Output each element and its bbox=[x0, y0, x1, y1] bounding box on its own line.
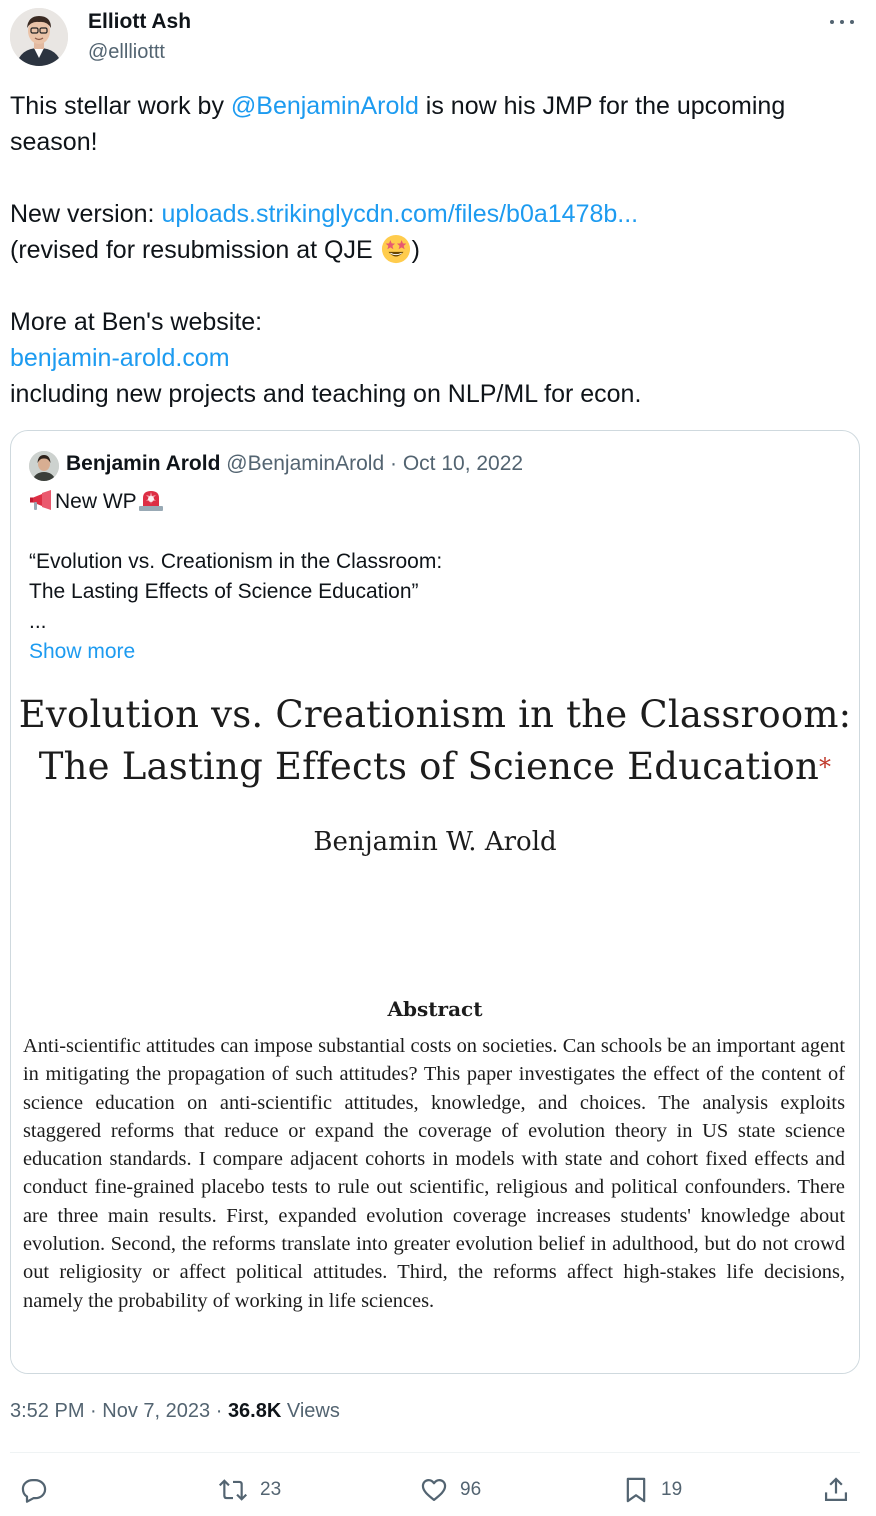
quoted-author-avatar[interactable] bbox=[29, 451, 59, 481]
ellipsis-text: ... bbox=[29, 610, 47, 633]
retweet-count: 23 bbox=[260, 1479, 282, 1500]
paper-image[interactable] bbox=[11, 677, 859, 1374]
quoted-title-line: “Evolution vs. Creationism in the Classroom: bbox=[29, 550, 443, 573]
action-bar bbox=[0, 1468, 876, 1512]
revised-text-end: ) bbox=[411, 236, 420, 264]
star-struck-emoji-icon bbox=[381, 234, 411, 264]
heart-icon bbox=[420, 1476, 448, 1504]
website-link[interactable]: benjamin-arold.com bbox=[10, 344, 230, 372]
retweet-button[interactable] bbox=[218, 1472, 281, 1508]
like-count: 96 bbox=[460, 1479, 482, 1500]
reply-button[interactable] bbox=[20, 1472, 48, 1508]
paper-title bbox=[11, 689, 859, 793]
reply-icon bbox=[20, 1476, 48, 1504]
quoted-tweet-text bbox=[29, 487, 839, 667]
abstract-text: Anti-scientific attitudes can impose substantial costs on societies. Can schools be an important agent in mitigating the propagation of such attitudes? This paper investigates the effect of the content of science education on anti-scientific attitudes, knowledge, and choices. The analysis exploits staggered reforms that reduce or expand the coverage of evolution theory in US state science education standards. I compare adjacent cohorts in models with state and cohort fixed effects and conduct fine-grained placebo tests to rule out scientific, religious and political confounders. There are three main results. First, expanded evolution coverage increases students' knowledge about evolution. Second, the reforms translate into greater evolution belief in adulthood, but do not crowd out religiosity or affect political attitudes. Third, the reforms affect high-stakes life decisions, namely the probability of working in life sciences. bbox=[23, 1035, 845, 1312]
paper-title-line: The Lasting Effects of Science Education bbox=[38, 745, 820, 788]
show-more-link[interactable]: Show more bbox=[29, 640, 136, 663]
more-options-icon[interactable] bbox=[826, 8, 858, 36]
tweet-timestamp bbox=[10, 1400, 340, 1423]
retweet-icon bbox=[218, 1476, 248, 1504]
quoted-title-line: The Lasting Effects of Science Education” bbox=[29, 580, 419, 603]
quoted-tweet-date[interactable]: Oct 10, 2022 bbox=[402, 452, 524, 475]
footnote-mark: * bbox=[819, 753, 832, 781]
separator-dot: · bbox=[215, 1400, 223, 1422]
paper-author: Benjamin W. Arold bbox=[313, 827, 557, 857]
views-count: 36.8K bbox=[227, 1400, 282, 1422]
tweet-time[interactable]: 3:52 PM bbox=[10, 1400, 85, 1422]
author-name[interactable]: Elliott Ash bbox=[88, 10, 192, 33]
author-avatar[interactable] bbox=[10, 8, 68, 66]
closing-text: including new projects and teaching on NLP/ML for econ. bbox=[10, 380, 642, 408]
quoted-tweet[interactable] bbox=[10, 430, 860, 1374]
tweet-text bbox=[10, 88, 860, 412]
abstract-heading: Abstract bbox=[387, 997, 483, 1021]
separator-dot: · bbox=[389, 452, 397, 475]
tweet-text-segment: This stellar work by bbox=[10, 92, 231, 120]
website-label: More at Ben's website: bbox=[10, 308, 263, 336]
tweet-text-segment: is now his JMP for the upcoming bbox=[418, 92, 786, 120]
revised-text: (revised for resubmission at QJE bbox=[10, 236, 380, 264]
new-wp-label: New WP bbox=[55, 490, 137, 513]
author-handle[interactable]: @ellliottt bbox=[88, 41, 165, 63]
like-button[interactable] bbox=[420, 1472, 481, 1508]
paper-link[interactable]: uploads.strikinglycdn.com/files/b0a1478b... bbox=[161, 200, 639, 228]
tweet-date[interactable]: Nov 7, 2023 bbox=[102, 1400, 211, 1422]
rotating-light-icon bbox=[137, 488, 165, 512]
tweet-header bbox=[10, 6, 866, 68]
new-version-label: New version: bbox=[10, 200, 162, 228]
tweet-text-line: season! bbox=[10, 128, 98, 156]
bookmark-count: 19 bbox=[661, 1479, 683, 1500]
mention-link[interactable]: @BenjaminArold bbox=[230, 92, 419, 120]
quoted-author-name[interactable]: Benjamin Arold bbox=[66, 452, 221, 475]
bookmark-icon bbox=[623, 1476, 649, 1504]
share-button[interactable] bbox=[822, 1472, 850, 1508]
divider bbox=[10, 1452, 860, 1453]
views-label: Views bbox=[286, 1400, 340, 1422]
quoted-author-handle[interactable]: @BenjaminArold bbox=[226, 452, 385, 475]
paper-title-line: Evolution vs. Creationism in the Classroom: bbox=[18, 693, 852, 736]
megaphone-icon bbox=[29, 490, 55, 512]
bookmark-button[interactable] bbox=[623, 1472, 682, 1508]
separator-dot: · bbox=[90, 1400, 97, 1422]
share-icon bbox=[822, 1476, 850, 1504]
